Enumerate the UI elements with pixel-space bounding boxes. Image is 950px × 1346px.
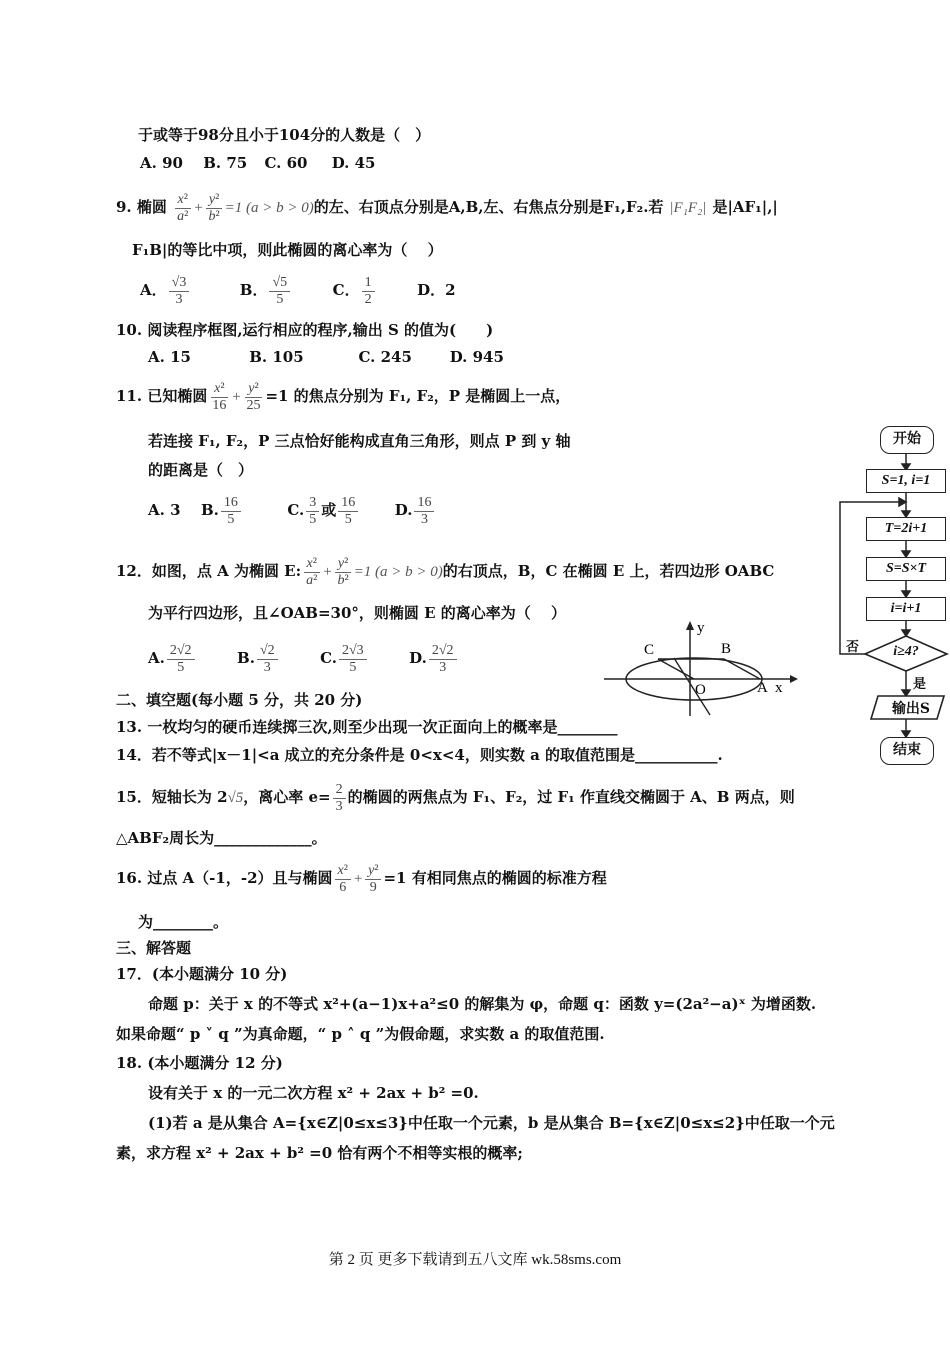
section3-heading: 三、解答题 [116, 939, 192, 957]
q12-option-b: B. [237, 649, 255, 667]
section2-heading: 二、填空题(每小题 5 分，共 20 分) [116, 691, 363, 709]
q9-frac-x: $\frac{\text{x²}}{\text{a²}}$ [174, 192, 191, 225]
q9-frac-y: $\frac{\text{y²}}{\text{b²}}$ [205, 192, 222, 225]
q9-lead: 9. 椭圆 [116, 198, 167, 216]
q9-option-a: A． [140, 281, 167, 299]
flowchart [820, 420, 950, 770]
q12-lead: 12．如图，点 A 为椭圆 E: [116, 562, 302, 580]
q11-line3: 的距离是（ ） [148, 461, 254, 479]
q10-option-b: B. 105 [249, 348, 304, 366]
flowchart-condition: i≥4? [893, 644, 919, 659]
q15-line2: △ABF₂周长为_____________。 [116, 829, 327, 847]
q17-head: 17．(本小题满分 10 分) [116, 965, 288, 983]
q15-tail: 的椭圆的两焦点为 F₁、F₂，过 F₁ 作直线交椭圆于 A、B 两点，则 [347, 788, 795, 806]
q10-options [148, 347, 504, 367]
page-footer: 第 2 页 更多下载请到五八文库 wk.58sms.com [328, 1252, 622, 1268]
q9-options [140, 270, 456, 310]
q13-text: 13. 一枚均匀的硬币连续掷三次,则至少出现一次正面向上的概率是________ [116, 718, 618, 736]
q9-option-d: D．2 [417, 281, 456, 299]
flowchart-start: 开始 [880, 426, 934, 454]
q9-line1: 9. 椭圆 $\frac{\text{x²}}{\text{a²}}$ + $\frac{\text{y²}}{\text{b²}}$ =1 (a > b > 0)的左、右顶点分别是A,B,左、右焦点分别是F₁,F₂.若 |F₁F₂| 是|AF₁|,| [116, 191, 778, 224]
q9-text: 的左、右顶点分别是A,B,左、右焦点分别是F₁,F₂.若 [313, 198, 664, 216]
q11-option-c-or: 或 [321, 501, 337, 519]
flowchart-init: S=1, i=1 [866, 469, 946, 493]
q12-text: 的右顶点，B，C 在椭圆 E 上，若四边形 OABC [442, 562, 775, 580]
q8-option-a: A. 90 [140, 154, 183, 172]
q11-line2: 若连接 F₁, F₂，P 三点恰好能构成直角三角形，则点 P 到 y 轴 [148, 432, 571, 450]
q12-option-a: A. [148, 649, 165, 667]
q11-option-c: C. [287, 501, 305, 519]
ellipse-figure [600, 618, 800, 716]
q8-option-c: C. 60 [264, 154, 308, 172]
q15-line1: 15．短轴长为 2√5，离心率 e= $\frac{2}{3}$ 的椭圆的两焦点为 F₁、F₂，过 F₁ 作直线交椭圆于 A、B 两点，则 [116, 781, 795, 814]
q11-option-d: D. [394, 501, 413, 519]
q16-line2: 为________。 [138, 913, 229, 931]
q18-line3: 素，求方程 x² + 2ax + b² =0 恰有两个不相等实根的概率; [116, 1144, 523, 1162]
q11-line1: 11. 已知椭圆 $\frac{\text{x²}}{16}$ + $\frac{\text{y²}}{25}$ =1 的焦点分别为 F₁, F₂，P 是椭圆上一点， [116, 380, 571, 413]
q9-text2: 是|AF₁|,| [712, 198, 778, 216]
q9-option-a-frac: $\frac{√3}{3}$ [169, 275, 190, 308]
q9-eq-tail: =1 (a > b > 0) [224, 200, 314, 216]
flowchart-yes-label: 是 [913, 677, 927, 692]
q10-option-d: D. 945 [449, 348, 504, 366]
q9-option-b-frac: $\frac{√5}{5}$ [269, 275, 290, 308]
q18-line1: 设有关于 x 的一元二次方程 x² + 2ax + b² =0. [148, 1084, 479, 1102]
q15-mid: ，离心率 e= [243, 788, 331, 806]
q17-line2: 如果命题“ p ˅ q ”为真命题，“ p ˄ q ”为假命题，求实数 a 的取值范围. [116, 1025, 605, 1043]
q16-line1: 16. 过点 A（-1，-2）且与椭圆 $\frac{\text{x²}}{6}$ + $\frac{\text{y²}}{9}$ =1 有相同焦点的椭圆的标准方程 [116, 862, 607, 895]
q12-line1: 12．如图，点 A 为椭圆 E: $\frac{\text{x²}}{\text{a²}}$ + $\frac{\text{y²}}{\text{b²}}$ =1 (a > b > 0)的右顶点，B，C 在椭圆 E 上，若四边形 OABC [116, 555, 775, 588]
flowchart-output: 输出S [891, 701, 931, 717]
q12-option-c: C. [320, 649, 337, 667]
q9-abs: |F₁F₂| [669, 200, 707, 216]
q15-root: √5 [227, 790, 244, 806]
q11-text: =1 的焦点分别为 F₁, F₂，P 是椭圆上一点， [265, 387, 571, 405]
q9-option-c-frac: $\frac{1}{2}$ [362, 275, 375, 308]
q14-text: 14．若不等式|x－1|<a 成立的充分条件是 0<x<4，则实数 a 的取值范围是___________. [116, 746, 723, 764]
q11-options: A. 3 B. $\frac{16}{5}$ C. $\frac{3}{5}$ 或 $\frac{16}{5}$ D. $\frac{16}{3}$ [148, 490, 436, 530]
q9-option-b: B． [239, 281, 268, 299]
fig-label-b: B [721, 641, 732, 657]
q18-head: 18. (本小题满分 12 分) [116, 1054, 283, 1072]
q10-text: 10. 阅读程序框图,运行相应的程序,输出 S 的值为( ) [116, 321, 494, 339]
q11-frac-x: $\frac{\text{x²}}{16}$ [212, 380, 227, 413]
q16-tail: =1 有相同焦点的椭圆的标准方程 [383, 869, 607, 887]
q16-lead: 16. 过点 A（-1，-2）且与椭圆 [116, 869, 333, 887]
fig-label-x: x [775, 680, 783, 696]
fig-label-y: y [697, 620, 705, 636]
q15-lead: 15．短轴长为 2 [116, 788, 228, 806]
q10-option-a: A. 15 [148, 348, 191, 366]
fig-label-o: O [695, 682, 706, 698]
flowchart-step-i: i=i+1 [866, 597, 946, 621]
q12-line2: 为平行四边形，且∠OAB=30°，则椭圆 E 的离心率为（ ） [148, 604, 566, 622]
q8-options [140, 153, 376, 173]
q8-option-d: D. 45 [331, 154, 376, 172]
q9-line2: F₁B|的等比中项，则此椭圆的离心率为（ ） [132, 241, 443, 259]
q17-line1: 命题 p：关于 x 的不等式 x²+(a−1)x+a²≤0 的解集为 φ，命题 q：函数 y=(2a²−a)ˣ 为增函数. [148, 995, 817, 1013]
flowchart-step-s: S=S×T [866, 557, 946, 581]
flowchart-no-label: 否 [846, 640, 860, 655]
q12-option-d: D. [409, 649, 427, 667]
q12-eq-tail: =1 (a > b > 0) [353, 564, 443, 580]
q10-option-c: C. 245 [358, 348, 412, 366]
q11-lead: 11. 已知椭圆 [116, 387, 208, 405]
fig-label-a: A [757, 680, 768, 696]
q11-frac-y: $\frac{\text{y²}}{25}$ [246, 380, 261, 413]
fig-label-c: C [644, 642, 655, 658]
q11-option-b: B. [201, 501, 219, 519]
q18-line2: (1)若 a 是从集合 A={x∈Z|0≤x≤3}中任取一个元素，b 是从集合 B={x∈Z|0≤x≤2}中任取一个元 [148, 1114, 835, 1132]
q8-option-b: B. 75 [203, 154, 248, 172]
flowchart-end: 结束 [880, 737, 934, 765]
q12-options: A. $\frac{2√2}{5}$ B. $\frac{√2}{3}$ C. $\frac{2√3}{5}$ D. $\frac{2√2}{3}$ [148, 636, 459, 680]
q11-option-a: A. 3 [148, 501, 181, 519]
q8-continuation: 于或等于98分且小于104分的人数是（ ） [138, 126, 431, 144]
flowchart-step-t: T=2i+1 [866, 517, 946, 541]
q9-option-c: C． [332, 281, 360, 299]
